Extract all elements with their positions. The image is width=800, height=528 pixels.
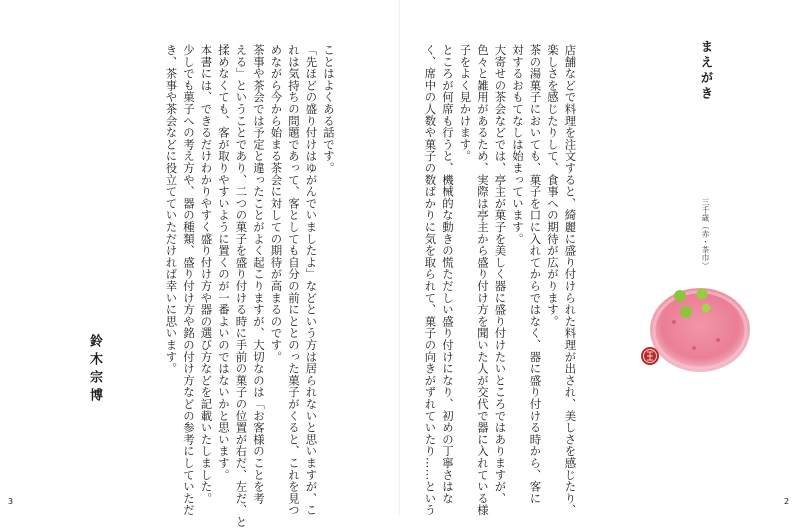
page-gutter [399, 0, 400, 515]
text-line: ことはよくある話です。 [322, 44, 336, 174]
text-line: 「先ほどの盛り付けはゆがんでいましたよ」などという方は居られないと思いますが、こ [304, 44, 319, 516]
red-seal-stamp [640, 346, 660, 366]
text-line: 楽しさを感じたりして、食事への期待が広がります。 [546, 44, 560, 328]
page-number-right: 2 [784, 497, 790, 506]
text-line: 揉めなくても、客が取りやすいように置くのが一番よいのではないかと思います。 [217, 44, 231, 481]
text-line: 茶の湯菓子においても、菓子を口に入れてからではなく、器に盛り付ける時から、客に [528, 44, 543, 505]
illustration-caption: 三千歳（赤・茶巾） [701, 198, 710, 270]
text-line: き、茶事や茶会などに役立てていただければ幸いに思います。 [164, 44, 179, 375]
text-line: 子をよく見かけます。 [458, 44, 473, 162]
text-line: 茶事や茶会では予定と違ったことがよく起こりますが、大切なのは「お客様のことを考 [252, 44, 266, 505]
chapter-title: まえがき [699, 40, 714, 102]
text-line: 少しでも菓子への考え方や、器の種類、盛り付け方や銘の付け方などの参考にしていただ [182, 44, 196, 516]
text-line: 色々と雑用があるため、実際は亭主から盛り付け方を聞いた人が交代で器に入れている様 [476, 44, 490, 516]
text-line: える」ということであり、二つの菓子を盛り付ける時に手前の菓子の位置が右だ、左だ、と [234, 44, 249, 528]
text-line: れは気持ちの問題であって、客としても自分の前にととのった菓子がくると、これを見つ [287, 44, 301, 516]
text-line: 大寄せの茶会などでは、亭主が菓子を美しく器に盛り付けたいところではありますが、 [493, 44, 508, 505]
text-line: く、席中の人数や菓子の数ばかりに気を取られて、菓子の向きがずれていたり……という [423, 44, 438, 516]
wagashi-sweet-illustration [644, 282, 756, 378]
text-line: 店舗などで料理を注文すると、綺麗に盛り付けられた料理が出され、美しさを感じたり、 [563, 44, 578, 516]
text-line: 対するおもてなしは始まっています。 [511, 44, 525, 245]
right-page-body [421, 44, 579, 516]
left-page-body [162, 44, 337, 528]
text-line: 本書には、できるだけわかりやすく盛り付け方や器の選び方などを記載いたしました。 [199, 44, 214, 505]
text-line: ところが何席も行うと、機械的な動きの慌ただしい盛り付けになり、初めの丁寧さはな [441, 44, 455, 505]
page-number-left: 3 [8, 497, 14, 506]
author-name: 鈴木宗博 [87, 334, 102, 406]
text-line: めながら今から始まる茶会に対しての期待が高まるのです。 [269, 44, 284, 363]
